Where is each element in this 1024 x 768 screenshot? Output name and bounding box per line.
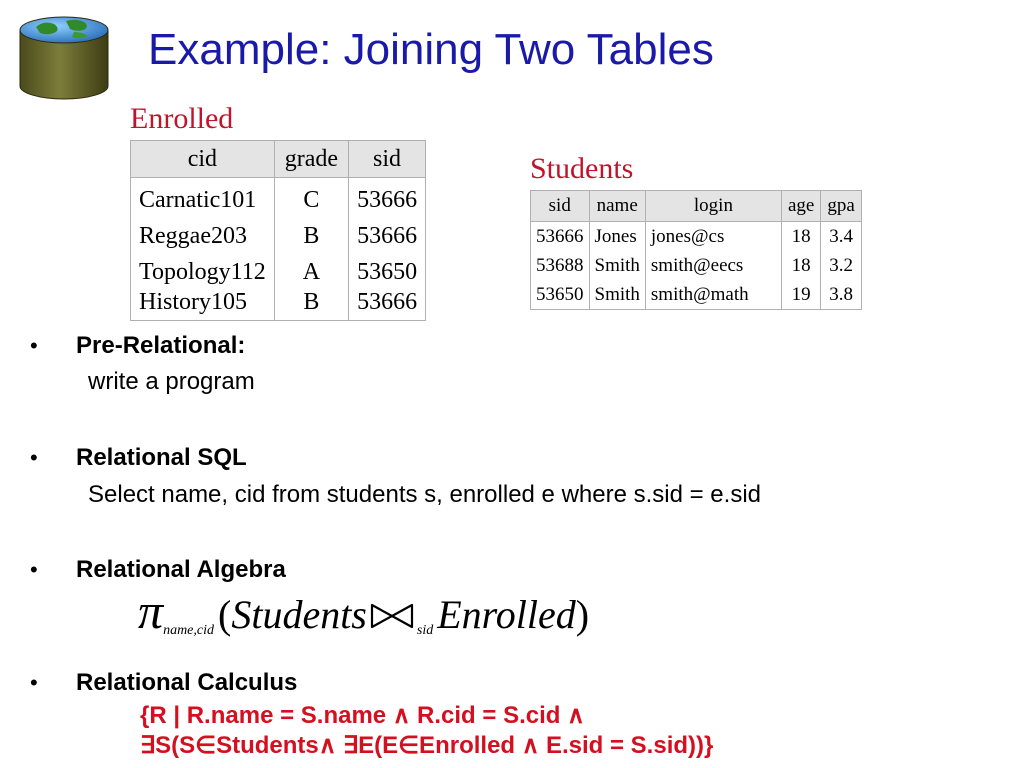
table-cell: 3.2 bbox=[821, 251, 861, 280]
table-row bbox=[531, 251, 862, 280]
bullet-dot: • bbox=[30, 557, 38, 582]
table-cell: jones@cs bbox=[645, 222, 781, 252]
table-cell: 53688 bbox=[531, 251, 590, 280]
bullet-heading: Relational SQL bbox=[76, 444, 247, 471]
table-cell: Jones bbox=[589, 222, 645, 252]
bullet-dot: • bbox=[30, 445, 38, 470]
table-cell: 18 bbox=[781, 222, 820, 252]
table-cell: 19 bbox=[781, 280, 820, 310]
close-paren: ) bbox=[575, 592, 590, 637]
database-globe-icon bbox=[14, 10, 114, 102]
students-header-row bbox=[531, 191, 862, 222]
sql-query-text: Select name, cid from students s, enrolled e where s.sid = e.sid bbox=[88, 481, 761, 508]
table-cell: 53666 bbox=[349, 178, 426, 219]
column-header: name bbox=[589, 191, 645, 222]
table-cell: Smith bbox=[589, 251, 645, 280]
column-header: age bbox=[781, 191, 820, 222]
table-cell: 53666 bbox=[531, 222, 590, 252]
bullet-heading: Relational Calculus bbox=[76, 669, 298, 696]
table-cell: B bbox=[274, 218, 348, 254]
table-cell: 53666 bbox=[349, 290, 426, 321]
column-header: sid bbox=[349, 141, 426, 178]
enrolled-table bbox=[130, 140, 426, 321]
calculus-line-1: {R | R.name = S.name ∧ R.cid = S.cid ∧ bbox=[140, 702, 585, 729]
table-cell: smith@eecs bbox=[645, 251, 781, 280]
table-cell: History105 bbox=[131, 290, 275, 321]
table-row bbox=[131, 290, 426, 321]
column-header: gpa bbox=[821, 191, 861, 222]
bullet-pre-relational bbox=[30, 334, 245, 358]
table-row bbox=[131, 178, 426, 219]
students-caption: Students bbox=[530, 152, 634, 185]
bullet-subtext: write a program bbox=[88, 368, 255, 395]
column-header: cid bbox=[131, 141, 275, 178]
table-cell: 53650 bbox=[349, 254, 426, 290]
projection-symbol: π bbox=[138, 583, 164, 639]
table-cell: B bbox=[274, 290, 348, 321]
slide-title: Example: Joining Two Tables bbox=[148, 25, 714, 74]
table-cell: 53666 bbox=[349, 218, 426, 254]
column-header: login bbox=[645, 191, 781, 222]
bullet-heading: Pre-Relational: bbox=[76, 332, 246, 359]
calculus-line-2: ∃S(S∈Students∧ ∃E(E∈Enrolled ∧ E.sid = S.sid))} bbox=[140, 732, 714, 759]
table-row bbox=[131, 254, 426, 290]
column-header: sid bbox=[531, 191, 590, 222]
join-icon bbox=[369, 602, 415, 634]
enrolled-header-row bbox=[131, 141, 426, 178]
table-row bbox=[131, 218, 426, 254]
join-condition: sid bbox=[416, 623, 434, 638]
bullet-dot: • bbox=[30, 670, 38, 695]
students-table bbox=[530, 190, 862, 310]
table-cell: A bbox=[274, 254, 348, 290]
bullet-relational-calculus bbox=[30, 671, 297, 695]
table-row bbox=[531, 222, 862, 252]
table-row bbox=[531, 280, 862, 310]
bullet-relational-algebra bbox=[30, 558, 286, 582]
table-cell: Topology112 bbox=[131, 254, 275, 290]
table-cell: 53650 bbox=[531, 280, 590, 310]
open-paren: ( bbox=[218, 592, 232, 637]
algebra-expression bbox=[138, 583, 590, 639]
bullet-dot: • bbox=[30, 333, 38, 358]
projection-attributes: name,cid bbox=[163, 623, 214, 638]
table-cell: Carnatic101 bbox=[131, 178, 275, 219]
right-relation: Enrolled bbox=[437, 592, 576, 637]
column-header: grade bbox=[274, 141, 348, 178]
left-relation: Students bbox=[231, 592, 367, 637]
table-cell: C bbox=[274, 178, 348, 219]
table-cell: 18 bbox=[781, 251, 820, 280]
enrolled-caption: Enrolled bbox=[130, 102, 234, 135]
table-cell: 3.8 bbox=[821, 280, 861, 310]
table-cell: smith@math bbox=[645, 280, 781, 310]
bullet-heading: Relational Algebra bbox=[76, 556, 286, 583]
table-cell: Smith bbox=[589, 280, 645, 310]
bullet-relational-sql bbox=[30, 446, 247, 470]
table-cell: 3.4 bbox=[821, 222, 861, 252]
table-cell: Reggae203 bbox=[131, 218, 275, 254]
